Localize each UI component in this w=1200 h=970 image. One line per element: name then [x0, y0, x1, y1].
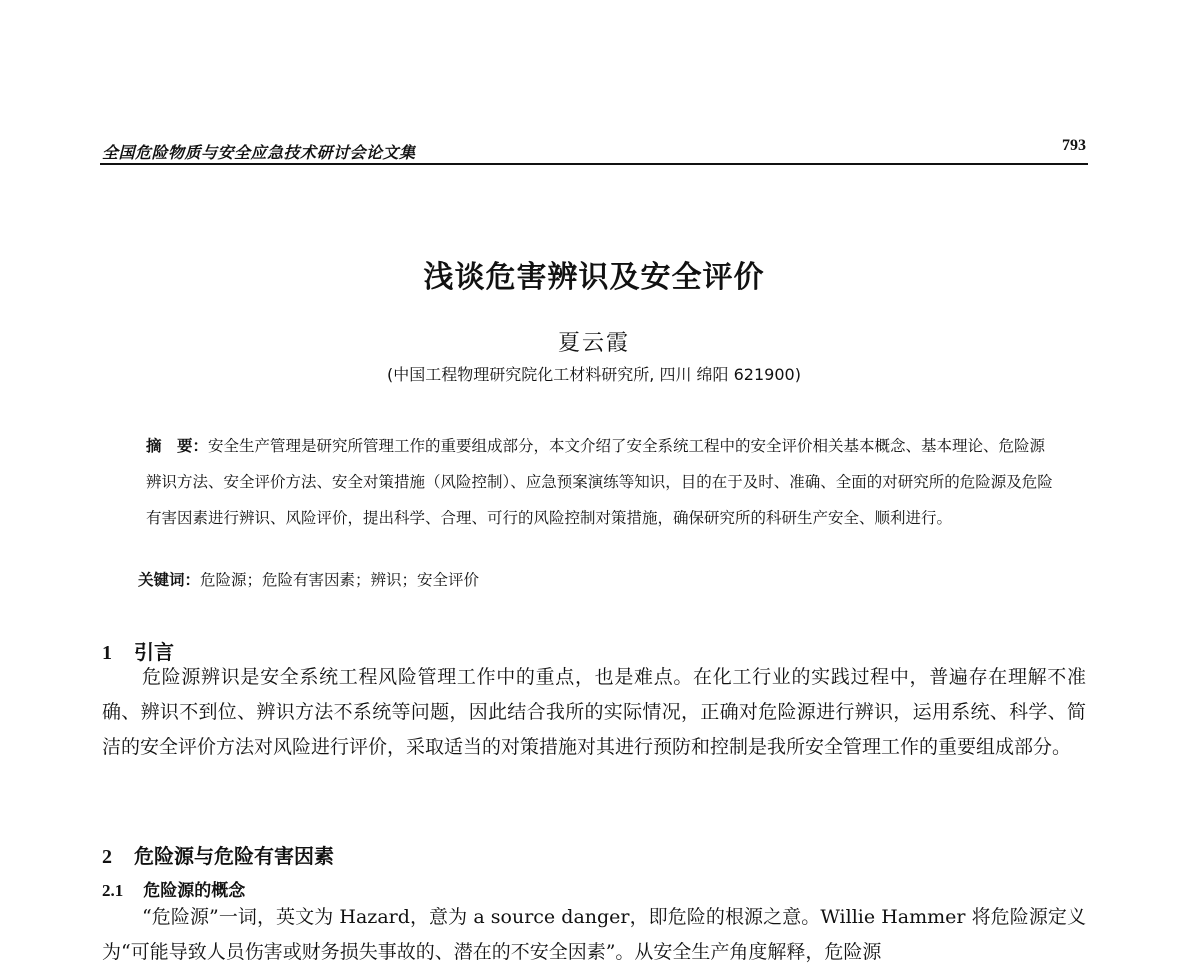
- page-number: 793: [1062, 137, 1086, 154]
- running-header: [100, 137, 1088, 165]
- section-title: 引言: [134, 640, 174, 664]
- abstract-label: 摘 要：: [146, 437, 209, 455]
- section-heading-hazards: [102, 840, 334, 869]
- subsection-number: 2.1: [102, 881, 124, 900]
- journal-title: 全国危险物质与安全应急技术研讨会论文集: [102, 143, 416, 162]
- author-name: 夏云霞: [557, 331, 630, 356]
- hazard-concept-paragraph: “危险源”一词，英文为 Hazard，意为 a source danger，即危险的根源之意。Willie Hammer 将危险源定义为“可能导致人员伤害或财务损失事故的、潜在的不安全因素”。从安全生产角度解释，危险源: [102, 906, 1086, 963]
- subsection-title: 危险源的概念: [143, 881, 246, 901]
- subsection-heading-hazard-concept: [102, 876, 245, 901]
- paper-title: 浅谈危害辨识及安全评价: [423, 260, 765, 296]
- abstract: [146, 428, 1058, 536]
- section-number: 1: [102, 642, 112, 664]
- introduction-paragraph: 危险源辨识是安全系统工程风险管理工作中的重点，也是难点。在化工行业的实践过程中，普遍存在理解不准确、辨识不到位、辨识方法不系统等问题，因此结合我所的实际情况，正确对危险源进行辨识，运用系统、科学、简洁的安全评价方法对风险进行评价，采取适当的对策措施对其进行预防和控制是我所安全管理工作的重要组成部分。: [102, 666, 1086, 758]
- keywords-label: 关键词：: [138, 571, 201, 589]
- section-title: 危险源与危险有害因素: [134, 844, 334, 868]
- keywords: [138, 568, 1058, 590]
- abstract-text: 安全生产管理是研究所管理工作的重要组成部分，本文介绍了安全系统工程中的安全评价相关基本概念、基本理论、危险源辨识方法、安全评价方法、安全对策措施（风险控制）、应急预案演练等知识，目的在于及时、准确、全面的对研究所的危险源及危险有害因素进行辨识、风险评价，提出科学、合理、可行的风险控制对策措施，确保研究所的科研生产安全、顺利进行。: [146, 437, 1053, 527]
- section-number: 2: [102, 846, 112, 868]
- author-affiliation: (中国工程物理研究院化工材料研究所, 四川 绵阳 621900): [387, 365, 801, 384]
- keywords-text: 危险源；危险有害因素；辨识；安全评价: [200, 571, 480, 589]
